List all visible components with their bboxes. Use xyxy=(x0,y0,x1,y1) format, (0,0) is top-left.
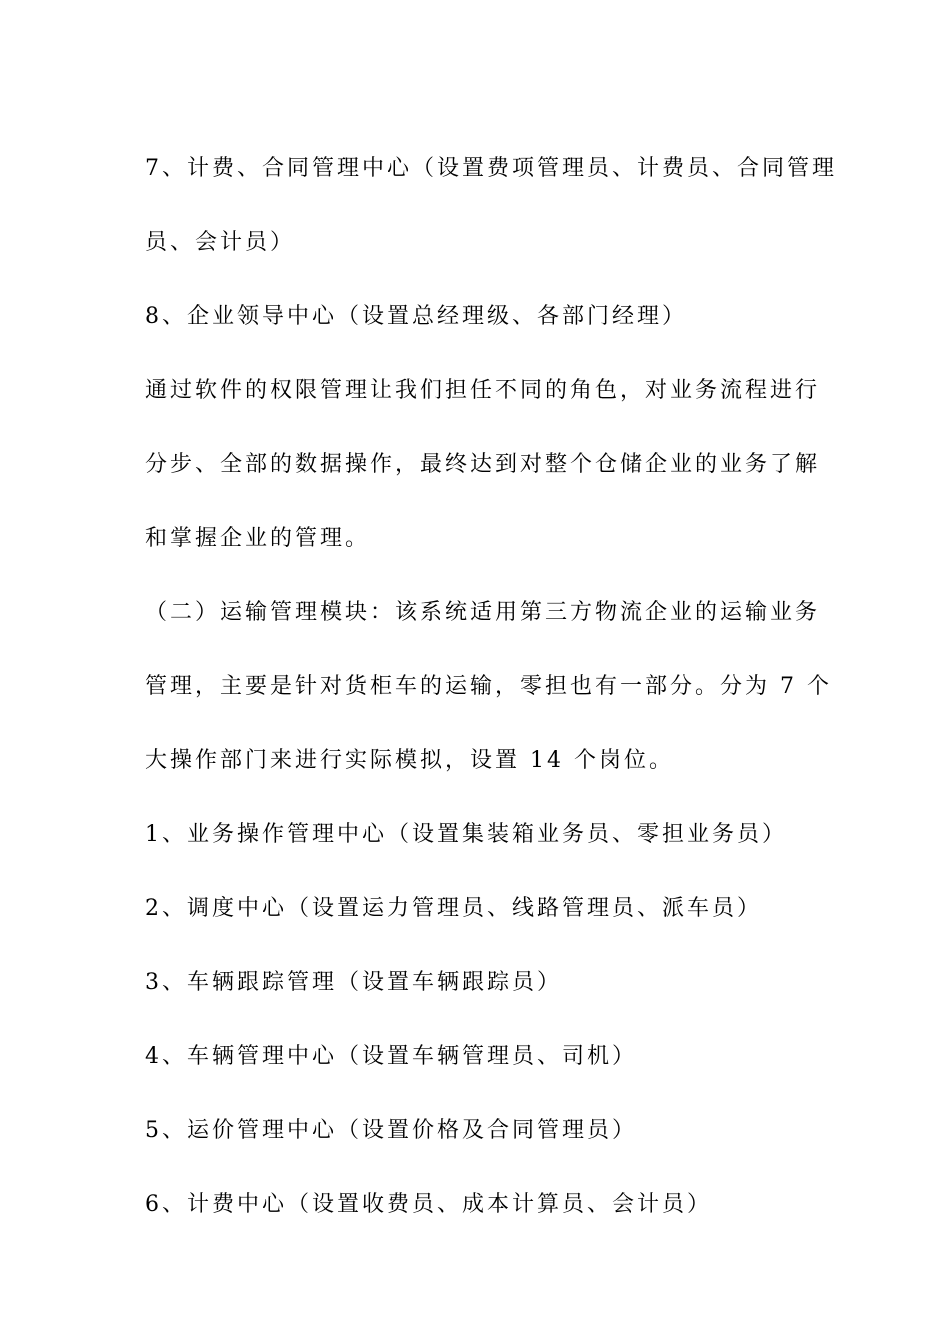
text-line: 1、业务操作管理中心（设置集装箱业务员、零担业务员） xyxy=(145,822,787,847)
text-line: 员、会计员） xyxy=(145,230,296,255)
text-line: 4、车辆管理中心（设置车辆管理员、司机） xyxy=(145,1044,637,1069)
document-body xyxy=(145,132,837,1242)
text-line: 分步、全部的数据操作，最终达到对整个仓储企业的业务了解 xyxy=(145,452,821,477)
text-line: 和掌握企业的管理。 xyxy=(145,526,371,551)
text-line: 6、计费中心（设置收费员、成本计算员、会计员） xyxy=(145,1192,712,1217)
text-line: 通过软件的权限管理让我们担任不同的角色，对业务流程进行 xyxy=(145,378,821,403)
text-line: （二）运输管理模块：该系统适用第三方物流企业的运输业务 xyxy=(145,600,821,625)
text-line: 管理，主要是针对货柜车的运输，零担也有一部分。分为 7 个 xyxy=(145,674,832,699)
text-line: 5、运价管理中心（设置价格及合同管理员） xyxy=(145,1118,637,1143)
text-line: 8、企业领导中心（设置总经理级、各部门经理） xyxy=(145,304,687,329)
text-line: 7、计费、合同管理中心（设置费项管理员、计费员、合同管理 xyxy=(145,156,837,181)
text-line: 3、车辆跟踪管理（设置车辆跟踪员） xyxy=(145,970,562,995)
text-line: 大操作部门来进行实际模拟，设置 14 个岗位。 xyxy=(145,748,674,773)
text-line: 2、调度中心（设置运力管理员、线路管理员、派车员） xyxy=(145,896,762,921)
